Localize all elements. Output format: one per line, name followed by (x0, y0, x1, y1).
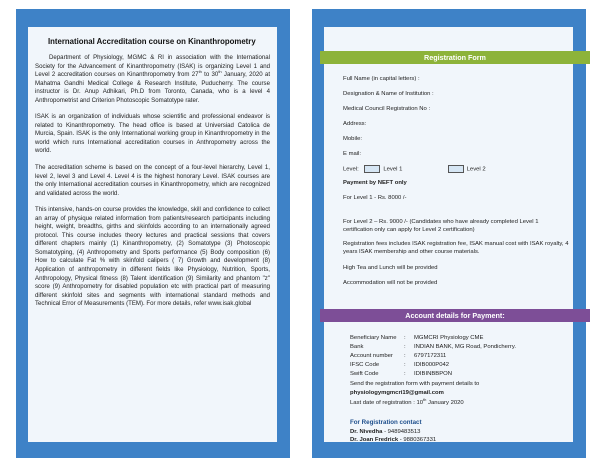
account-label: IFSC Code (350, 362, 380, 368)
registration-form-header: Registration Form (320, 51, 590, 64)
account-details-header: Account details for Payment: (320, 309, 590, 322)
account-label: Swift Code (350, 371, 379, 377)
mobile-field[interactable]: Mobile: (343, 136, 362, 142)
account-value: 6797172311 (414, 353, 447, 359)
course-content-paragraph: This intensive, hands-on course provides the knowledge, skill and confidence to collect an array of physique related information from patients/research participants including height, weight, breadths, girths and skinfolds according to an internationally agreed protocol. This course includes theory lectures and practical sessions that covers different chapters mainly (1) Kinanthropometry, (2) Somatotype (3) Photoscopic Somatotyping, (4) Anthropometry and Sports performance (5) Body composition (6) How to calculate Fat % with skinfold calipers ( 7) Growth and development (8) Application of anthropometry in different fields like Physiology, Nutrition, Sports, Anthropology, Physical fitness (8) Talent identification (9) Similarity and phantom "z" score (9) Anthropometry for disabled population etc with practical part of measuring different skinfold sites and segments with international standard methods and Technical Error of Measurements (TEM). For more details, refer www.isak.global (35, 206, 270, 308)
colon: : (404, 362, 406, 368)
council-registration-field[interactable]: Medical Council Registration No : (343, 106, 431, 112)
level2-label: Level 2 (466, 166, 486, 173)
account-label: Beneficiary Name (350, 335, 397, 341)
last-date: Last date of registration : 10th January 2020 (350, 397, 464, 406)
level1-label: Level 1 (383, 166, 403, 173)
account-label: Account number (350, 353, 393, 359)
colon: : (404, 353, 406, 359)
account-value: MGMCRI Physiology CME (414, 335, 484, 341)
colon: : (404, 335, 406, 341)
account-row (350, 344, 516, 350)
account-row (350, 335, 483, 341)
left-page-content (28, 27, 277, 442)
accommodation-note: Accommodation will not be provided (343, 280, 438, 286)
colon: : (404, 344, 406, 350)
contact-name: Dr. Joan Fredrick (350, 437, 399, 443)
account-row (350, 362, 449, 368)
level1-fee: For Level 1 - Rs. 8000 /- (343, 195, 407, 201)
contact-name: Dr. Nivedha (350, 429, 383, 435)
account-row (350, 371, 452, 377)
registration-contact-title: For Registration contact (350, 419, 422, 426)
course-description (35, 54, 270, 317)
intro-paragraph: Department of Physiology, MGMC & RI in association with the International Society for the Advancement of Kinanthropometry (ISAK) is organizing Level 1 and Level 2 accreditation courses on Kinanthropometry from 27th to 30th January, 2020 at Mahatma Gandhi Medical College & Research Institute, Puducherry. The course instructor is Dr. Anup Adhikari, Ph.D from Toronto, Canada, who is a level 4 Anthropometrist and Criterion Photoscopic Somatotype rater. (35, 54, 271, 104)
level-label: Level: (343, 166, 359, 173)
colon: : (404, 371, 406, 377)
designation-field[interactable]: Designation & Name of Institution : (343, 91, 434, 97)
contact-phone: - 9489483513 (384, 429, 421, 435)
right-page-content (324, 27, 573, 442)
contact-row (350, 429, 420, 435)
right-page-frame (312, 9, 586, 458)
level2-checkbox[interactable] (448, 165, 464, 173)
fees-note: Registration fees includes ISAK registration fee, ISAK manual cost with ISAK royalty, 4 years ISAK membership and other course materials. (343, 241, 569, 255)
account-value: IDIB000P042 (414, 362, 450, 368)
account-label: Bank (350, 344, 364, 350)
level-selector (343, 165, 486, 173)
level2-fee: For Level 2 – Rs. 9000 /- (Candidates who have already completed Level 1 certification only can apply for Level 2 certification) (343, 219, 539, 233)
email-field[interactable]: E mail: (343, 151, 362, 157)
account-value: IDIBINBBPON (414, 371, 452, 377)
isak-paragraph: ISAK is an organization of individuals whose scientific and professional endeavor is related to Kinanthropometry. The head office is based at Universiad Catolica de Murcia, Spain. ISAK is the only International working group in Kinanthropometry in the world which runs International accreditation courses in Anthropometry across the world. (35, 113, 270, 155)
full-name-field[interactable]: Full Name (in capital letters) : (343, 76, 420, 82)
contact-row (350, 437, 436, 443)
course-title: International Accreditation course on Kinanthropometry (48, 37, 256, 46)
payment-method: Payment by NEFT only (343, 180, 407, 186)
accreditation-paragraph: The accreditation scheme is based on the concept of a four-level hierarchy, Level 1, level 2, level 3 and Level 4. Level 4 is the highest honorary Level. ISAK courses are the only International accreditation courses in Kinanthropometry, which are recognized and validated across the world. (35, 164, 270, 197)
address-field[interactable]: Address: (343, 121, 367, 127)
level1-checkbox[interactable] (364, 165, 380, 173)
send-instruction: Send the registration form with payment details to (350, 381, 480, 387)
contact-phone: - 9880367331 (399, 437, 437, 443)
account-row (350, 353, 446, 359)
contact-email-link[interactable]: physiologymgmcri19@gmail.com (350, 390, 444, 396)
account-value: INDIAN BANK, MG Road, Pondicherry. (414, 344, 517, 350)
tea-lunch-note: High Tea and Lunch will be provided (343, 265, 438, 271)
left-page-frame (16, 9, 290, 458)
